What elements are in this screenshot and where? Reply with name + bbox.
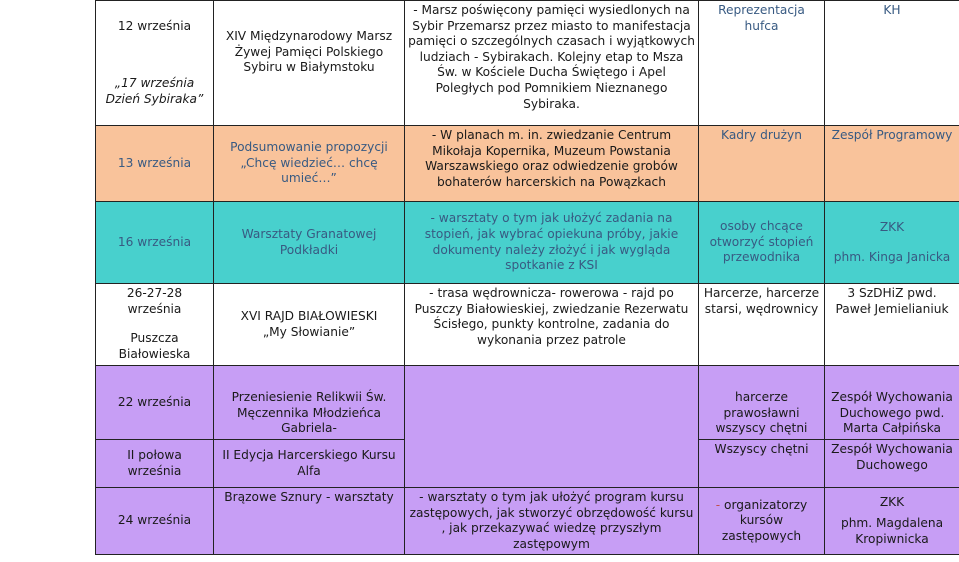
date-sub-line1: „17 września bbox=[114, 76, 195, 91]
table-row bbox=[96, 202, 959, 284]
date-cell bbox=[96, 1, 214, 126]
event-line1: XVI RAJD BIAŁOWIESKI bbox=[240, 308, 378, 323]
event-cell: XIV Międzynarodowy Marsz Żywej Pamięci Polskiego Sybiru w Białymstoku bbox=[214, 1, 405, 126]
table-row bbox=[96, 284, 959, 366]
organizer-cell bbox=[825, 488, 959, 555]
date-cell: 22 września bbox=[96, 366, 214, 440]
description-cell: - W planach m. in. zwiedzanie Centrum Mikołaja Kopernika, Muzeum Powstania Warszawskiego oraz odwiedzenie grobów bohaterów harcerskich na Powązkach bbox=[405, 126, 699, 202]
description-cell: - Marsz poświęcony pamięci wysiedlonych na Sybir Przemarsz przez miasto to manifestacja pamięci o szczególnych czasach i wyjątkowych ludziach - Sybirakach. Kolejny etap to Msza Św. w Kościele Ducha Świętego i Apel Poległych pod Pomnikiem Nieznanego Sybiraka. bbox=[405, 1, 699, 126]
organizer-line1: ZKK bbox=[879, 219, 905, 234]
date-line1: 26-27-28 września bbox=[126, 286, 183, 316]
organizer-cell bbox=[825, 202, 959, 284]
participants-cell bbox=[699, 488, 825, 555]
event-cell: Warsztaty Granatowej Podkładki bbox=[214, 202, 405, 284]
participants-cell: Harcerze, harcerze starsi, wędrownicy bbox=[699, 284, 825, 366]
organizer-cell: Zespół Programowy bbox=[825, 126, 959, 202]
event-line2: „My Słowianie” bbox=[262, 324, 356, 339]
organizer-line2: phm. Kinga Janicka bbox=[833, 249, 951, 264]
date-cell: II połowa września bbox=[96, 440, 214, 488]
event-cell: Przeniesienie Relikwii Św. Męczennika Młodzieńca Gabriela- bbox=[214, 366, 405, 440]
organizer-cell: Zespół Wychowania Duchowego pwd. Marta Całpińska bbox=[825, 366, 959, 440]
table-row bbox=[96, 488, 959, 555]
date-cell bbox=[96, 284, 214, 366]
event-line1: Podsumowanie propozycji bbox=[230, 140, 388, 155]
event-line2: „Chcę wiedzieć… chcę umieć…” bbox=[240, 155, 378, 186]
date-line2: Puszcza Białowieska bbox=[118, 331, 191, 361]
participants-text: organizatorzy kursów zastępowych bbox=[720, 497, 808, 543]
date-cell: 16 września bbox=[96, 202, 214, 284]
date-sub bbox=[99, 76, 210, 107]
date-sub-line2: Dzień Sybiraka” bbox=[105, 91, 204, 106]
participants-cell: Wszyscy chętni bbox=[699, 440, 825, 488]
participants-cell: Kadry drużyn bbox=[699, 126, 825, 202]
description-cell: - warsztaty o tym jak ułożyć zadania na stopień, jak wybrać opiekuna próby, jakie dokumenty należy złożyć i jak wygląda spotkanie z KSI bbox=[405, 202, 699, 284]
date-cell: 13 września bbox=[96, 126, 214, 202]
table-row bbox=[96, 126, 959, 202]
participants-cell: harcerze prawosławni wszyscy chętni bbox=[699, 366, 825, 440]
organizer-cell: KH bbox=[825, 1, 959, 126]
event-cell bbox=[214, 126, 405, 202]
event-cell: II Edycja Harcerskiego Kursu Alfa bbox=[214, 440, 405, 488]
participants-cell: osoby chcące otworzyć stopień przewodnika bbox=[699, 202, 825, 284]
organizer-line2: phm. Magdalena Kropiwnicka bbox=[840, 516, 944, 546]
organizer-cell: Zespół Wychowania Duchowego bbox=[825, 440, 959, 488]
date-main: 12 września bbox=[117, 18, 192, 33]
organizer-line1: ZKK bbox=[879, 494, 905, 509]
event-cell bbox=[214, 284, 405, 366]
participants-dash: - bbox=[715, 497, 721, 512]
participants-cell: Reprezentacja hufca bbox=[699, 1, 825, 126]
table-row bbox=[96, 1, 959, 126]
description-cell: - warsztaty o tym jak ułożyć program kursu zastępowych, jak stworzyć obrzędowość kursu , jak przekazywać wiedzę przyszłym zastępowym bbox=[405, 488, 699, 555]
description-cell: - trasa wędrownicza- rowerowa - rajd po Puszczy Białowieskiej, zwiedzanie Rezerwatu Ścisłego, punkty kontrolne, zadania do wykonania przez patrole bbox=[405, 284, 699, 366]
organizer-cell: 3 SzDHiZ pwd. Paweł Jemielianiuk bbox=[825, 284, 959, 366]
description-cell bbox=[405, 366, 699, 488]
table-row bbox=[96, 366, 959, 440]
date-cell: 24 września bbox=[96, 488, 214, 555]
schedule-table bbox=[95, 0, 959, 555]
event-cell: Brązowe Sznury - warsztaty bbox=[214, 488, 405, 555]
